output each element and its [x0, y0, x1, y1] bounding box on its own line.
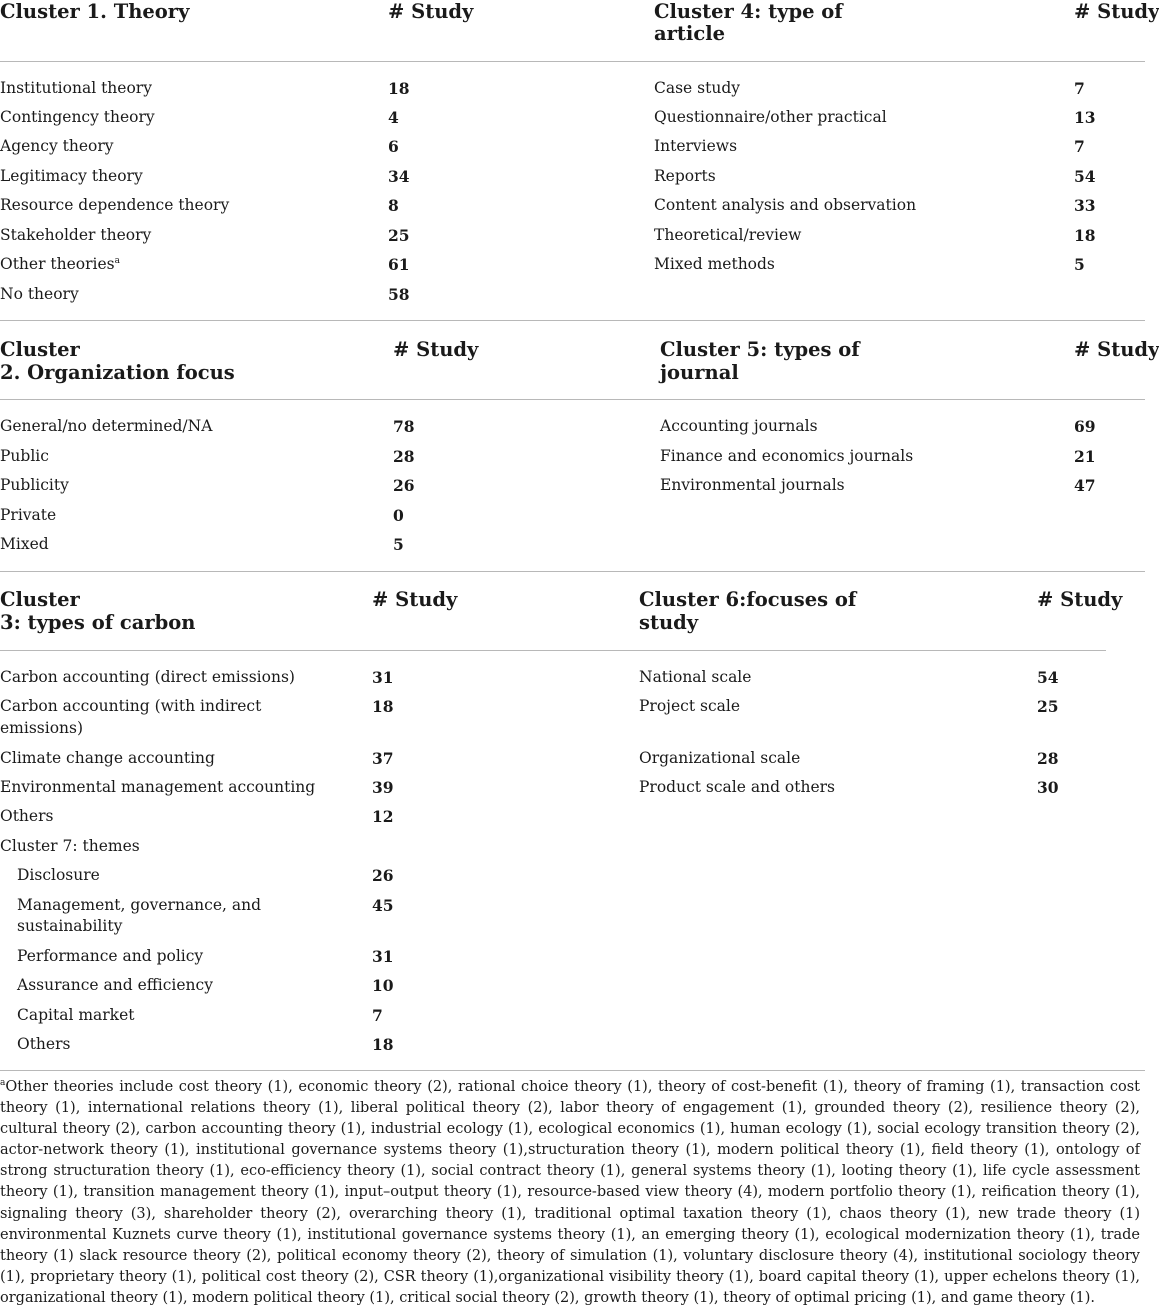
table-row-label: Disclosure: [17, 866, 100, 884]
table-row-label: National scale: [639, 668, 752, 686]
table-row-label-with-footnote: [0, 254, 120, 275]
table-row-value: 54: [1037, 668, 1059, 687]
table-row-value: 34: [388, 167, 410, 186]
cluster2-title-line1: Cluster: [0, 338, 80, 361]
cluster6-title-line2: study: [639, 611, 699, 634]
table-row-value: 33: [1074, 196, 1096, 215]
cluster1-title: Cluster 1. Theory: [0, 0, 190, 23]
table-row-label: Environmental management accounting: [0, 778, 316, 796]
table-row-label: Others: [0, 807, 54, 825]
footnote-marker: a: [114, 256, 121, 266]
table-row-label: Others: [17, 1035, 71, 1053]
table-row-label: Climate change accounting: [0, 749, 215, 767]
cluster4-study-header: # Study: [1074, 0, 1159, 23]
divider: [0, 650, 1106, 651]
table-row-value: 78: [393, 417, 415, 436]
table-row-value: 0: [393, 506, 404, 525]
table-row-value: 4: [388, 108, 399, 127]
table-row-label: Legitimacy theory: [0, 167, 143, 185]
table-row-label: Capital market: [17, 1006, 135, 1024]
table-row-label: Resource dependence theory: [0, 196, 230, 214]
cluster5-study-header: # Study: [1074, 338, 1159, 361]
table-row-label: Management, governance, and: [17, 896, 262, 914]
table-row-label: Other theories: [0, 255, 115, 273]
table-row-value: 25: [388, 226, 410, 245]
table-row-value: 31: [372, 947, 394, 966]
cluster5-title-line2: journal: [660, 361, 739, 384]
table-row-value: 10: [372, 976, 394, 995]
table-row-value: 18: [1074, 226, 1096, 245]
cluster1-study-header: # Study: [388, 0, 474, 23]
table-row-value: 8: [388, 196, 399, 215]
table-row-value: 28: [393, 447, 415, 466]
table-row-label-continued: emissions): [0, 719, 84, 737]
table-row-label: No theory: [0, 285, 79, 303]
table-footnote: [0, 1077, 1140, 1309]
table-row-value: 69: [1074, 417, 1096, 436]
table-row-label: Accounting journals: [660, 417, 818, 435]
table-row-value: 12: [372, 807, 394, 826]
table-row-value: 39: [372, 778, 394, 797]
footnote-text: Other theories include cost theory (1), economic theory (2), rational choice theory (1), theory of cost-benefit (1), theory of framing (1), transaction cost theory (1), international relations theory (1), liberal political theory (2), labor theory of engagement (1), grounded theory (2), resilience theory (2), cultural theory (2), carbon accounting theory (1), industrial ecology (1), ecological economics (1), human ecology (1), social ecology transition theory (2), actor-network theory (1), institutional governance systems theory (1),structuration theory (1), modern political theory (1), field theory (1), ontology of strong structuration theory (1), eco-efficiency theory (1), social contract theory (1), general systems theory (1), looting theory (1), life cycle assessment theory (1), transition management theory (1), input–output theory (1), resource-based view theory (4), modern portfolio theory (1), reification theory (1), signaling theory (3), shareholder theory (2), overarching theory (1), traditional optimal taxation theory (1), chaos theory (1), new trade theory (1) environmental Kuznets curve theory (1), institutional governance systems theory (1), an emerging theory (1), ecological modernization theory (1), trade theory (1) slack resource theory (2), political economy theory (2), theory of simulation (1), voluntary disclosure theory (4), institutional sociology theory (1), proprietary theory (1), political cost theory (2), CSR theory (1),organizational visibility theory (1), board capital theory (1), upper echelons theory (1), organizational theory (1), modern political theory (1), critical social theory (2), growth theory (1), theory of optimal pricing (1), and game theory (1).: [0, 1079, 1140, 1306]
table-row-value: 61: [388, 255, 410, 274]
table-row-label: Institutional theory: [0, 79, 152, 97]
table-row-label: Case study: [654, 79, 740, 97]
table-row-label: Contingency theory: [0, 108, 155, 126]
table-row-value: 58: [388, 285, 410, 304]
divider: [0, 61, 1145, 62]
cluster6-title-line1: Cluster 6:focuses of: [639, 588, 857, 611]
table-row-label: Mixed: [0, 535, 49, 553]
table-row-label: Carbon accounting (direct emissions): [0, 668, 295, 686]
table-row-label: Organizational scale: [639, 749, 801, 767]
cluster3-study-header: # Study: [372, 588, 458, 611]
table-row-label: Stakeholder theory: [0, 226, 152, 244]
divider: [0, 571, 1145, 572]
table-row-label: Environmental journals: [660, 476, 845, 494]
table-row-value: 25: [1037, 697, 1059, 716]
table-row-label: Mixed methods: [654, 255, 775, 273]
cluster3-title-line2: 3: types of carbon: [0, 611, 196, 634]
table-row-label: Product scale and others: [639, 778, 835, 796]
table-row-label: Carbon accounting (with indirect: [0, 697, 262, 715]
cluster7-title: Cluster 7: themes: [0, 837, 140, 855]
cluster2-title-line2: 2. Organization focus: [0, 361, 235, 384]
divider: [0, 399, 1145, 400]
cluster3-title-line1: Cluster: [0, 588, 80, 611]
cluster6-study-header: # Study: [1037, 588, 1123, 611]
table-row-label: Public: [0, 447, 49, 465]
table-row-value: 18: [388, 79, 410, 98]
table-row-value: 7: [1074, 79, 1085, 98]
table-row-value: 37: [372, 749, 394, 768]
table-row-label: Assurance and efficiency: [17, 976, 213, 994]
table-row-label: Publicity: [0, 476, 69, 494]
table-row-value: 13: [1074, 108, 1096, 127]
table-row-value: 5: [1074, 255, 1085, 274]
table-row-label: Theoretical/review: [654, 226, 802, 244]
table-row-label-continued: sustainability: [17, 917, 123, 935]
footnote-marker: a: [0, 1078, 6, 1088]
table-row-label: Performance and policy: [17, 947, 204, 965]
divider: [0, 1070, 1145, 1071]
table-row-value: 26: [393, 476, 415, 495]
cluster5-title-line1: Cluster 5: types of: [660, 338, 860, 361]
table-row-label: Questionnaire/other practical: [654, 108, 887, 126]
table-row-label: Private: [0, 506, 57, 524]
table-row-value: 7: [1074, 137, 1085, 156]
table-row-value: 18: [372, 697, 394, 716]
table-row-value: 30: [1037, 778, 1059, 797]
table-row-label: Project scale: [639, 697, 740, 715]
table-row-label: Content analysis and observation: [654, 196, 917, 214]
cluster4-title-line2: article: [654, 22, 726, 45]
table-row-label: General/no determined/NA: [0, 417, 213, 435]
divider: [0, 320, 1145, 321]
table-row-label: Finance and economics journals: [660, 447, 914, 465]
table-row-value: 18: [372, 1035, 394, 1054]
table-row-value: 6: [388, 137, 399, 156]
table-row-value: 31: [372, 668, 394, 687]
table-row-value: 47: [1074, 476, 1096, 495]
table-row-value: 21: [1074, 447, 1096, 466]
table-row-value: 5: [393, 535, 404, 554]
table-row-label: Interviews: [654, 137, 738, 155]
cluster2-study-header: # Study: [393, 338, 479, 361]
table-row-value: 7: [372, 1006, 383, 1025]
table-row-value: 45: [372, 896, 394, 915]
table-row-label: Agency theory: [0, 137, 114, 155]
table-row-value: 26: [372, 866, 394, 885]
table-row-value: 54: [1074, 167, 1096, 186]
cluster4-title-line1: Cluster 4: type of: [654, 0, 843, 23]
table-row-value: 28: [1037, 749, 1059, 768]
table-row-label: Reports: [654, 167, 716, 185]
